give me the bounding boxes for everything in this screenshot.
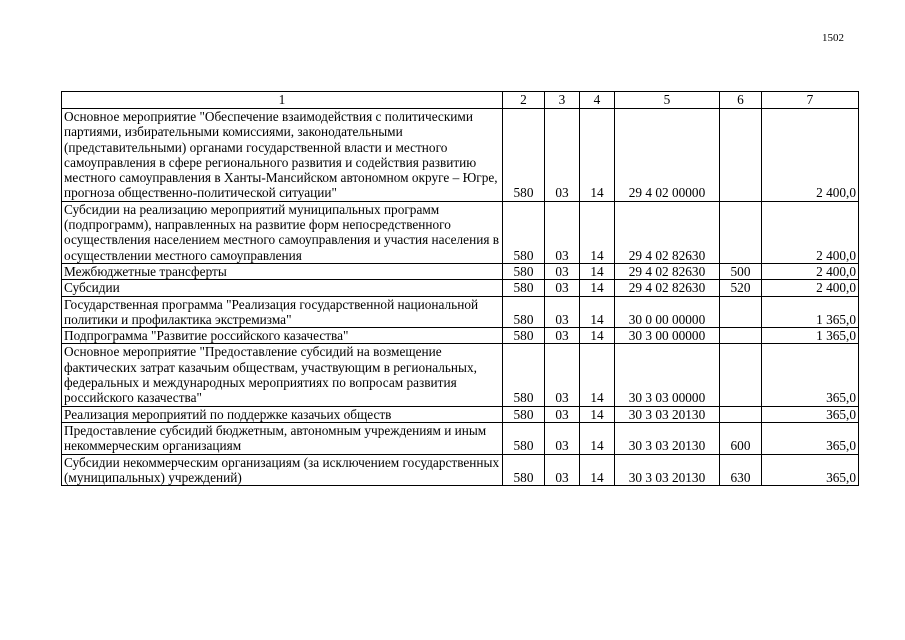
row-section-cell: 03 — [545, 406, 580, 422]
row-name-cell: Субсидии на реализацию мероприятий муниципальных программ (подпрограмм), направленных на развитие форм непосредственного осуществления населением местного самоуправления и участия населения в осуществлении местного самоуправления — [62, 201, 503, 263]
row-amount-cell: 365,0 — [762, 406, 859, 422]
row-expense-type-cell: 600 — [720, 422, 762, 454]
row-ministry-code-cell: 580 — [503, 406, 545, 422]
row-section-cell: 03 — [545, 263, 580, 279]
row-ministry-code-cell: 580 — [503, 263, 545, 279]
row-amount-cell: 365,0 — [762, 344, 859, 406]
row-name-cell: Подпрограмма "Развитие российского казачества" — [62, 328, 503, 344]
table-row — [62, 296, 859, 328]
row-target-article-cell: 30 3 03 00000 — [615, 344, 720, 406]
table-row — [62, 454, 859, 486]
row-ministry-code-cell: 580 — [503, 109, 545, 202]
row-amount-cell: 365,0 — [762, 422, 859, 454]
table-row — [62, 280, 859, 296]
row-name-cell: Реализация мероприятий по поддержке казачьих обществ — [62, 406, 503, 422]
row-name-cell: Предоставление субсидий бюджетным, автономным учреждениям и иным некоммерческим организациям — [62, 422, 503, 454]
row-ministry-code-cell: 580 — [503, 328, 545, 344]
row-expense-type-cell: 630 — [720, 454, 762, 486]
row-name-cell: Субсидии некоммерческим организациям (за исключением государственных (муниципальных) учреждений) — [62, 454, 503, 486]
row-target-article-cell: 30 0 00 00000 — [615, 296, 720, 328]
row-subsection-cell: 14 — [580, 422, 615, 454]
row-expense-type-cell: 500 — [720, 263, 762, 279]
row-subsection-cell: 14 — [580, 328, 615, 344]
row-section-cell: 03 — [545, 454, 580, 486]
row-subsection-cell: 14 — [580, 201, 615, 263]
row-section-cell: 03 — [545, 422, 580, 454]
row-ministry-code-cell: 580 — [503, 296, 545, 328]
row-subsection-cell: 14 — [580, 109, 615, 202]
row-section-cell: 03 — [545, 296, 580, 328]
row-target-article-cell: 30 3 03 20130 — [615, 406, 720, 422]
row-subsection-cell: 14 — [580, 454, 615, 486]
row-name-cell: Субсидии — [62, 280, 503, 296]
row-ministry-code-cell: 580 — [503, 201, 545, 263]
header-col-3: 3 — [545, 92, 580, 109]
row-name-cell: Межбюджетные трансферты — [62, 263, 503, 279]
row-expense-type-cell — [720, 109, 762, 202]
table-row — [62, 422, 859, 454]
row-expense-type-cell — [720, 344, 762, 406]
header-row — [62, 92, 859, 109]
table-row — [62, 406, 859, 422]
header-col-2: 2 — [503, 92, 545, 109]
budget-table — [61, 91, 859, 486]
row-subsection-cell: 14 — [580, 406, 615, 422]
row-name-cell: Основное мероприятие "Предоставление субсидий на возмещение фактических затрат казачьим обществам, участвующим в региональных, федеральных и международных мероприятиях по вопросам развития российского казачества" — [62, 344, 503, 406]
row-section-cell: 03 — [545, 201, 580, 263]
table-row — [62, 201, 859, 263]
row-subsection-cell: 14 — [580, 280, 615, 296]
row-amount-cell: 1 365,0 — [762, 296, 859, 328]
header-col-4: 4 — [580, 92, 615, 109]
row-amount-cell: 365,0 — [762, 454, 859, 486]
row-amount-cell: 1 365,0 — [762, 328, 859, 344]
row-ministry-code-cell: 580 — [503, 422, 545, 454]
header-col-6: 6 — [720, 92, 762, 109]
row-name-cell: Государственная программа "Реализация государственной национальной политики и профилактика экстремизма" — [62, 296, 503, 328]
header-col-1: 1 — [62, 92, 503, 109]
row-amount-cell: 2 400,0 — [762, 280, 859, 296]
row-target-article-cell: 30 3 03 20130 — [615, 454, 720, 486]
row-target-article-cell: 29 4 02 00000 — [615, 109, 720, 202]
row-target-article-cell: 29 4 02 82630 — [615, 263, 720, 279]
row-expense-type-cell — [720, 406, 762, 422]
row-subsection-cell: 14 — [580, 344, 615, 406]
row-target-article-cell: 30 3 03 20130 — [615, 422, 720, 454]
row-subsection-cell: 14 — [580, 263, 615, 279]
row-target-article-cell: 29 4 02 82630 — [615, 201, 720, 263]
header-col-7: 7 — [762, 92, 859, 109]
row-section-cell: 03 — [545, 109, 580, 202]
row-target-article-cell: 30 3 00 00000 — [615, 328, 720, 344]
row-section-cell: 03 — [545, 280, 580, 296]
header-col-5: 5 — [615, 92, 720, 109]
row-amount-cell: 2 400,0 — [762, 201, 859, 263]
row-expense-type-cell — [720, 296, 762, 328]
row-ministry-code-cell: 580 — [503, 344, 545, 406]
row-section-cell: 03 — [545, 328, 580, 344]
row-subsection-cell: 14 — [580, 296, 615, 328]
row-ministry-code-cell: 580 — [503, 454, 545, 486]
row-target-article-cell: 29 4 02 82630 — [615, 280, 720, 296]
row-section-cell: 03 — [545, 344, 580, 406]
row-ministry-code-cell: 580 — [503, 280, 545, 296]
table-row — [62, 328, 859, 344]
row-name-cell: Основное мероприятие "Обеспечение взаимодействия с политическими партиями, избирательными комиссиями, законодательными (представительными) органами государственной власти и местного самоуправления в сфере регионального развития и содействия развитию местного самоуправления в Ханты-Мансийском автономном округе – Югре, прогноза общественно-политической ситуации" — [62, 109, 503, 202]
page-number: 1502 — [822, 32, 844, 44]
row-amount-cell: 2 400,0 — [762, 109, 859, 202]
table-row — [62, 263, 859, 279]
table-row — [62, 344, 859, 406]
row-expense-type-cell — [720, 328, 762, 344]
row-amount-cell: 2 400,0 — [762, 263, 859, 279]
row-expense-type-cell: 520 — [720, 280, 762, 296]
table-row — [62, 109, 859, 202]
row-expense-type-cell — [720, 201, 762, 263]
